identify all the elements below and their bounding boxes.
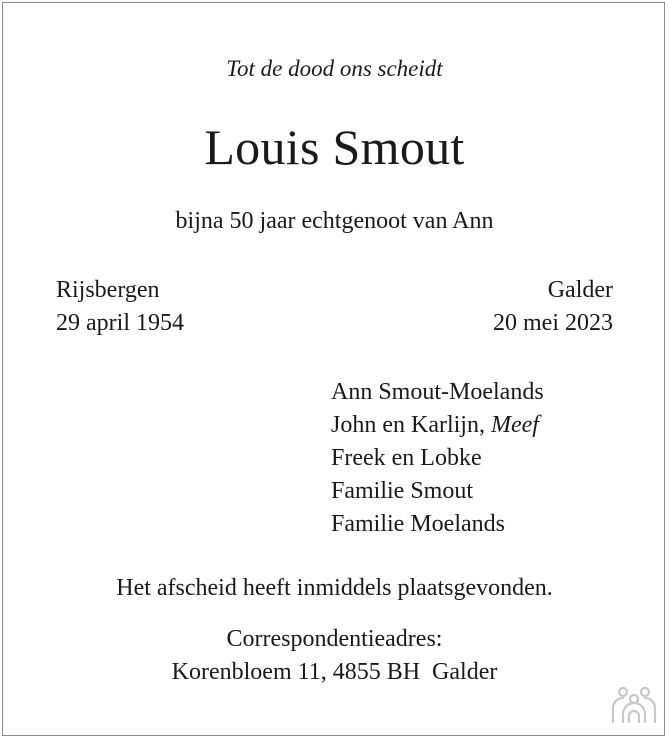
family-member: Familie Smout [331,478,474,504]
family-member: Ann Smout-Moelands [331,379,544,405]
motto: Tot de dood ons scheidt [226,56,443,81]
family-member: Freek en Lobke [331,445,482,471]
family-list [331,376,544,541]
family-member-pet: Meef [490,412,539,438]
death-place: Galder [547,277,613,303]
farewell-notice: Het afscheid heeft inmiddels plaatsgevonden. [116,575,553,601]
people-group-icon [609,686,659,726]
family-member: Familie Moelands [331,511,505,537]
correspondence-address: Korenbloem 11, 4855 BH Galder [171,659,498,685]
spouse-line: bijna 50 jaar echtgenoot van Ann [175,208,494,234]
correspondence-label: Correspondentieadres: [226,626,443,652]
deceased-name: Louis Smout [204,119,465,175]
death-date: 20 mei 2023 [493,310,613,336]
birth-date: 29 april 1954 [56,310,184,336]
birth-place: Rijsbergen [56,277,160,303]
family-member: John en Karlijn, Meef [331,412,539,438]
